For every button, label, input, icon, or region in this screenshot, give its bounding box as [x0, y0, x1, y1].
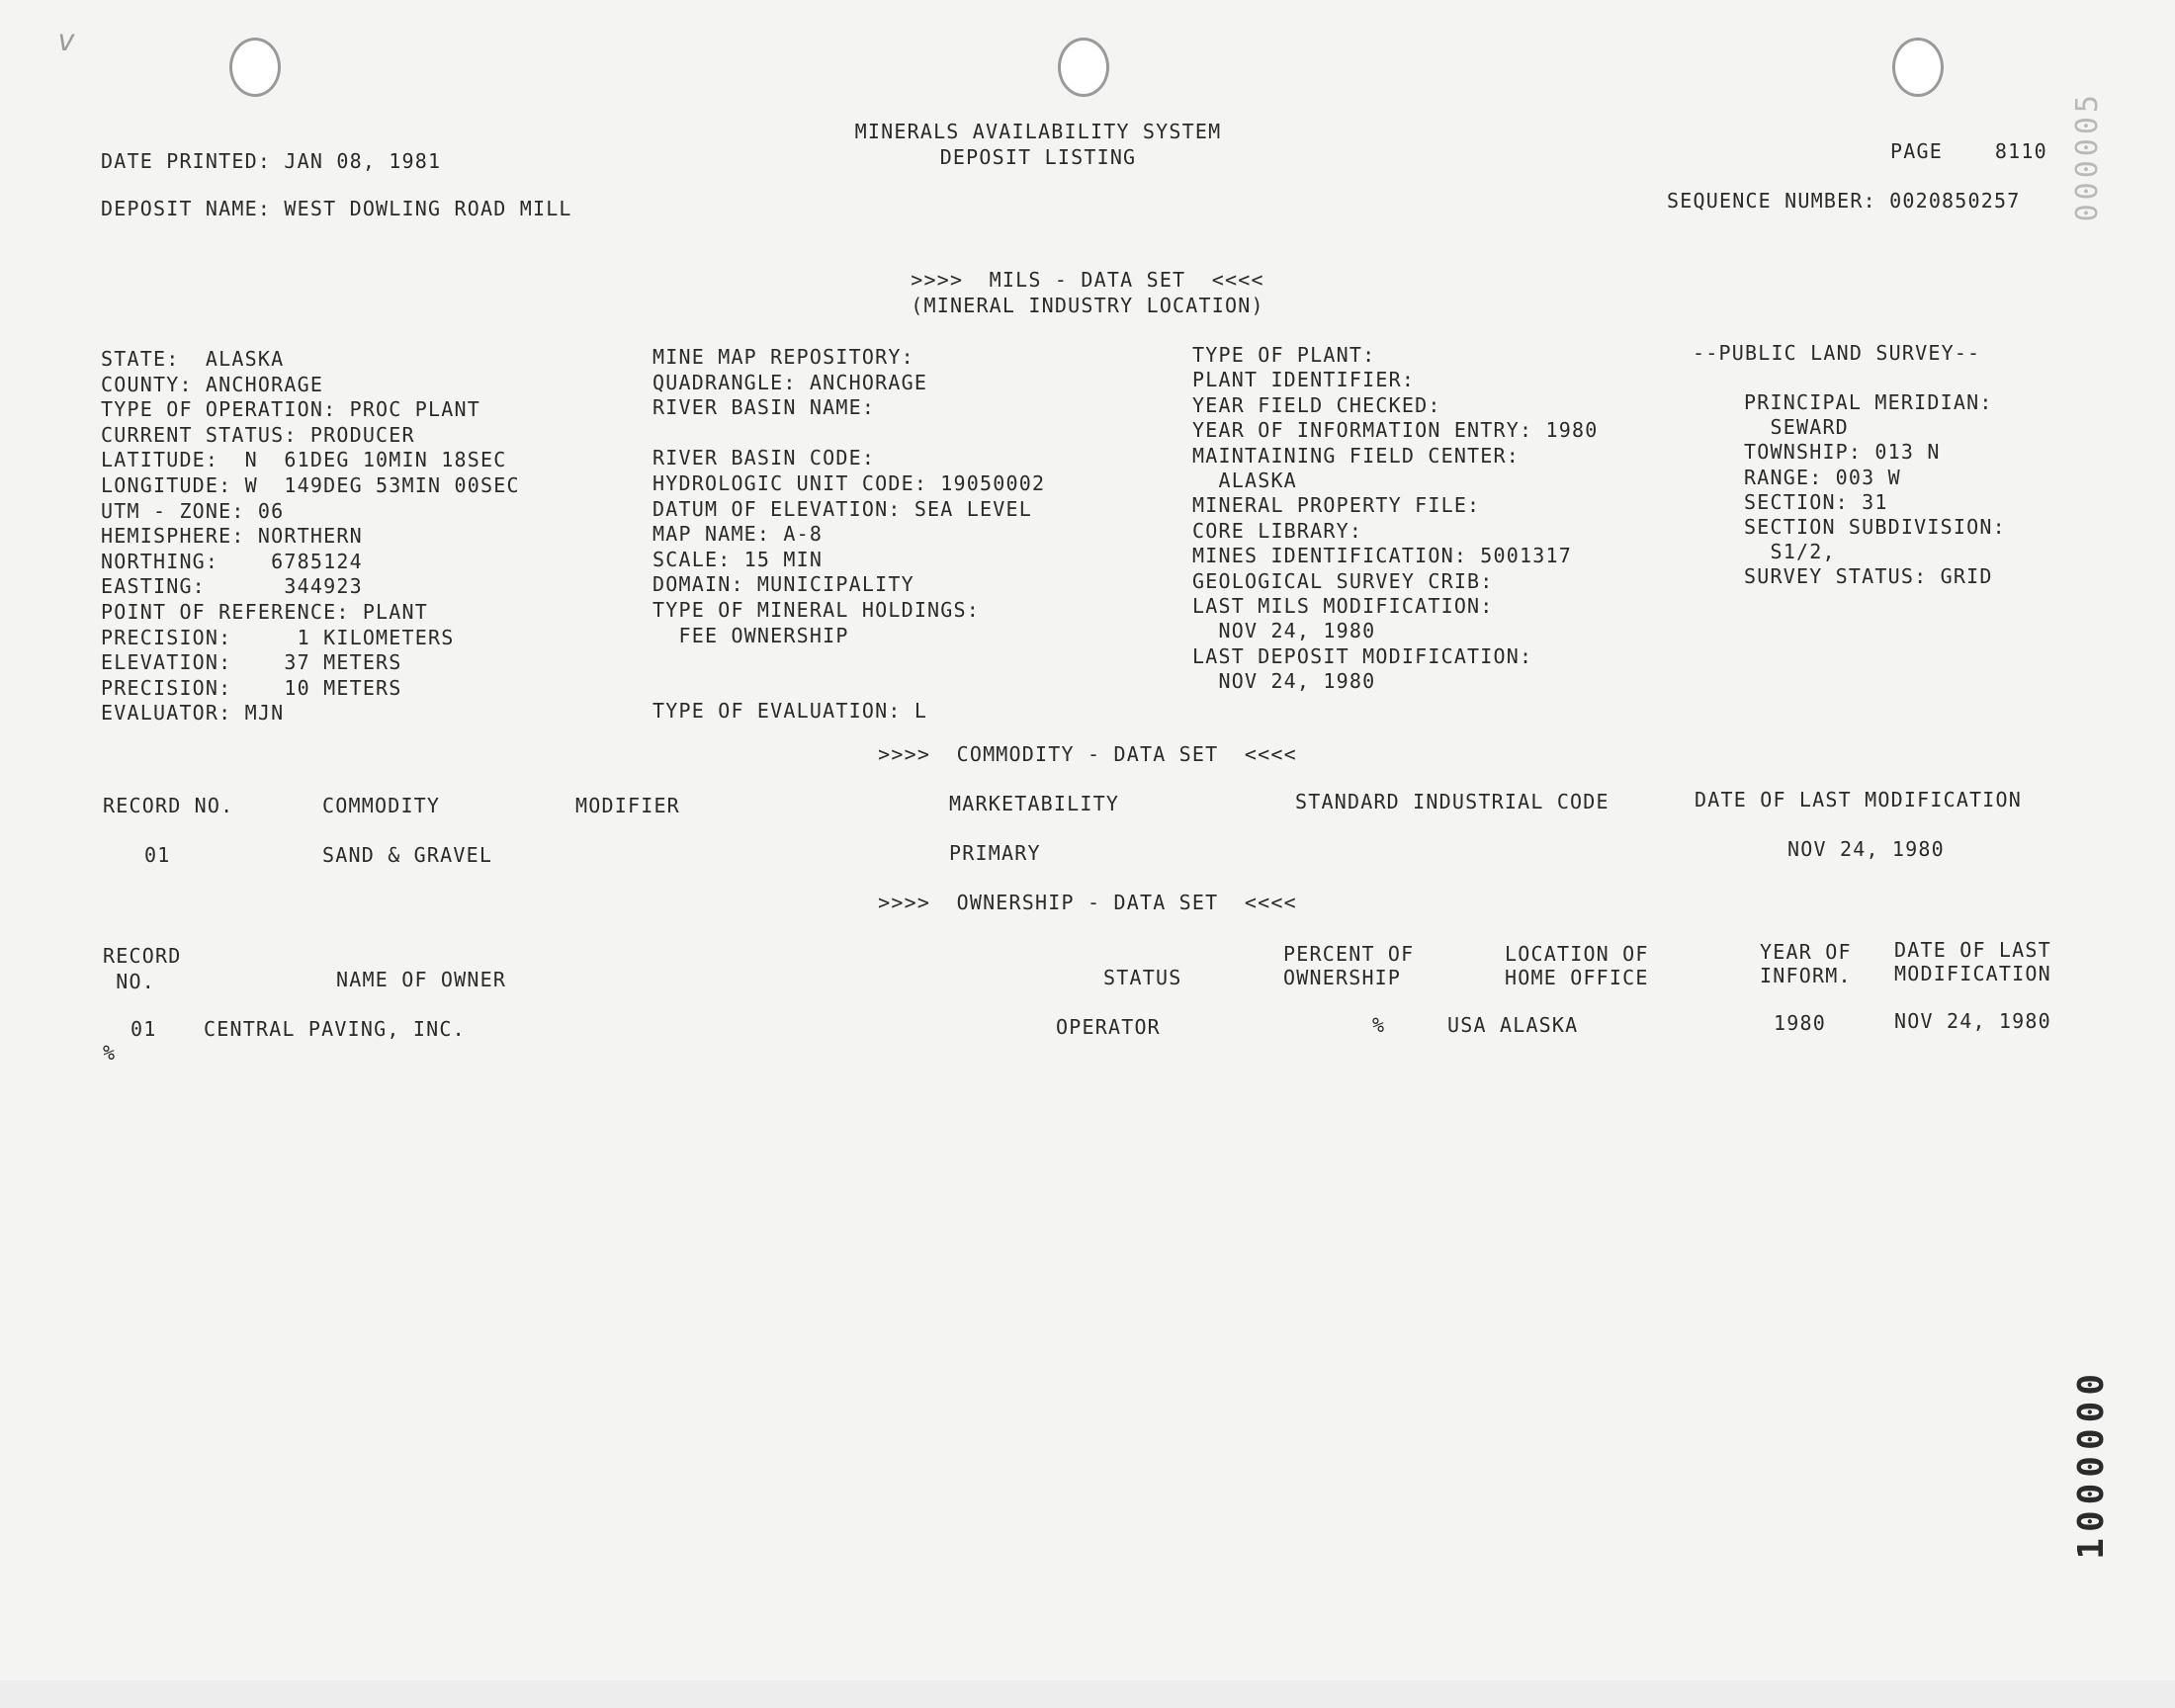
ownership-header-datemod-2: MODIFICATION	[1894, 962, 2051, 985]
owner-last-modification: NOV 24, 1980	[1894, 1009, 2051, 1033]
mils-mapping-line: DATUM OF ELEVATION: SEA LEVEL	[652, 496, 1032, 521]
date-printed: DATE PRINTED: JAN 08, 1981	[101, 149, 442, 173]
mils-plant-line: CORE LIBRARY:	[1192, 518, 1363, 543]
mils-heading: >>>> MILS - DATA SET <<<<	[911, 268, 1264, 292]
frame-stamp-bottom: 1000000	[2071, 1368, 2112, 1560]
sequence-number: SEQUENCE NUMBER: 0020850257	[1667, 189, 2021, 213]
commodity-header-sic: STANDARD INDUSTRIAL CODE	[1295, 790, 1610, 813]
ownership-header-year-2: INFORM.	[1760, 964, 1852, 987]
commodity-header-last-modification: DATE OF LAST MODIFICATION	[1695, 788, 2023, 811]
page-number: PAGE 8110	[1890, 139, 2047, 163]
deposit-name: DEPOSIT NAME: WEST DOWLING ROAD MILL	[101, 197, 572, 220]
mils-plant-line: MAINTAINING FIELD CENTER:	[1192, 443, 1521, 468]
pencil-mark: v	[57, 24, 76, 58]
mils-mapping-line: FEE OWNERSHIP	[652, 623, 849, 647]
owner-home-office: USA ALASKA	[1447, 1013, 1579, 1037]
mils-plant-line: NOV 24, 1980	[1192, 669, 1376, 694]
ownership-heading: >>>> OWNERSHIP - DATA SET <<<<	[878, 891, 1297, 914]
owner-percent: %	[1372, 1013, 1386, 1037]
commodity-name: SAND & GRAVEL	[322, 843, 493, 867]
ownership-header-year-1: YEAR OF	[1760, 940, 1852, 964]
mils-survey-line: SURVEY STATUS: GRID	[1744, 564, 1993, 589]
mils-plant-line: MINES IDENTIFICATION: 5001317	[1192, 544, 1572, 568]
mils-mapping-line: SCALE: 15 MIN	[652, 547, 824, 571]
mils-location-line: CURRENT STATUS: PRODUCER	[101, 422, 415, 447]
ownership-record-no: 01	[130, 1017, 157, 1041]
mils-mapping-line: MAP NAME: A-8	[652, 522, 824, 547]
system-title: MINERALS AVAILABILITY SYSTEM	[854, 120, 1222, 143]
owner-name: CENTRAL PAVING, INC.	[204, 1017, 466, 1041]
mils-location-line: POINT OF REFERENCE: PLANT	[101, 600, 429, 624]
listing-title: DEPOSIT LISTING	[939, 145, 1137, 169]
commodity-last-modification: NOV 24, 1980	[1787, 837, 1945, 861]
mils-location-line: ELEVATION: 37 METERS	[101, 650, 402, 675]
mils-mapping-line: QUADRANGLE: ANCHORAGE	[652, 370, 928, 394]
mils-mapping-line: RIVER BASIN CODE:	[652, 446, 876, 470]
mils-plant-line: PLANT IDENTIFIER:	[1192, 368, 1416, 392]
mils-location-line: EVALUATOR: MJN	[101, 701, 285, 726]
mils-plant-line: GEOLOGICAL SURVEY CRIB:	[1192, 568, 1494, 593]
public-land-survey-heading: --PUBLIC LAND SURVEY--	[1693, 341, 1981, 365]
commodity-record-no: 01	[144, 843, 171, 867]
mils-plant-line: TYPE OF PLANT:	[1192, 343, 1376, 367]
mils-plant-line: LAST DEPOSIT MODIFICATION:	[1192, 643, 1533, 668]
mils-plant-line: YEAR FIELD CHECKED:	[1192, 392, 1441, 417]
mils-mapping-line: TYPE OF EVALUATION: L	[652, 699, 928, 724]
mils-plant-line: LAST MILS MODIFICATION:	[1192, 594, 1494, 618]
mils-plant-line: YEAR OF INFORMATION ENTRY: 1980	[1192, 418, 1599, 443]
mils-location-line: UTM - ZONE: 06	[101, 498, 285, 523]
owner-year-inform: 1980	[1774, 1011, 1826, 1035]
mils-mapping-line: DOMAIN: MUNICIPALITY	[652, 572, 914, 597]
mils-location-line: NORTHING: 6785124	[101, 549, 363, 573]
mils-location-line: HEMISPHERE: NORTHERN	[101, 524, 363, 549]
mils-subheading: (MINERAL INDUSTRY LOCATION)	[911, 294, 1264, 317]
ownership-trailer: %	[103, 1041, 117, 1065]
commodity-heading: >>>> COMMODITY - DATA SET <<<<	[878, 742, 1297, 766]
ownership-header-name: NAME OF OWNER	[336, 968, 507, 991]
punch-hole-center	[1058, 38, 1109, 97]
mils-plant-line: ALASKA	[1192, 469, 1297, 492]
mils-survey-line: SEWARD	[1744, 415, 1849, 440]
mils-location-line: EASTING: 344923	[101, 574, 363, 599]
ownership-header-location-1: LOCATION OF	[1505, 942, 1649, 966]
commodity-marketability: PRIMARY	[949, 841, 1041, 865]
mils-mapping-line: MINE MAP REPOSITORY:	[652, 345, 914, 369]
mils-survey-line: S1/2,	[1744, 540, 1836, 564]
mils-location-line: COUNTY: ANCHORAGE	[101, 372, 324, 396]
mils-location-line: LATITUDE: N 61DEG 10MIN 18SEC	[101, 448, 507, 472]
mils-mapping-line: HYDROLOGIC UNIT CODE: 19050002	[652, 471, 1046, 495]
commodity-header-record-no: RECORD NO.	[103, 794, 234, 817]
mils-survey-line: SECTION: 31	[1744, 489, 1888, 514]
ownership-header-record: RECORD	[103, 944, 182, 968]
mils-location-line: TYPE OF OPERATION: PROC PLANT	[101, 397, 480, 422]
mils-location-line: PRECISION: 10 METERS	[101, 675, 402, 700]
mils-survey-line: TOWNSHIP: 013 N	[1744, 440, 1941, 465]
owner-status: OPERATOR	[1056, 1015, 1161, 1039]
punch-hole-left	[229, 38, 281, 97]
commodity-header-commodity: COMMODITY	[322, 794, 441, 817]
mils-survey-line: SECTION SUBDIVISION:	[1744, 515, 2006, 539]
mils-location-line: PRECISION: 1 KILOMETERS	[101, 625, 455, 649]
mils-mapping-line: RIVER BASIN NAME:	[652, 395, 876, 420]
mils-survey-line: RANGE: 003 W	[1744, 465, 1901, 489]
commodity-header-marketability: MARKETABILITY	[949, 792, 1120, 815]
frame-stamp-top: 000005	[2070, 91, 2105, 222]
ownership-header-datemod-1: DATE OF LAST	[1894, 938, 2051, 962]
commodity-header-modifier: MODIFIER	[575, 794, 680, 817]
ownership-header-percent-1: PERCENT OF	[1283, 942, 1415, 966]
punch-hole-right	[1892, 38, 1944, 97]
ownership-header-location-2: HOME OFFICE	[1505, 966, 1649, 989]
ownership-header-status: STATUS	[1103, 966, 1182, 989]
mils-plant-line: MINERAL PROPERTY FILE:	[1192, 493, 1481, 518]
mils-mapping-line: TYPE OF MINERAL HOLDINGS:	[652, 598, 981, 622]
mils-location-line: STATE: ALASKA	[101, 347, 285, 371]
mils-location-line: LONGITUDE: W 149DEG 53MIN 00SEC	[101, 473, 520, 497]
mils-plant-line: NOV 24, 1980	[1192, 619, 1376, 643]
ownership-header-no: NO.	[103, 970, 155, 993]
mils-survey-line: PRINCIPAL MERIDIAN:	[1744, 390, 1993, 414]
ownership-header-percent-2: OWNERSHIP	[1283, 966, 1402, 989]
